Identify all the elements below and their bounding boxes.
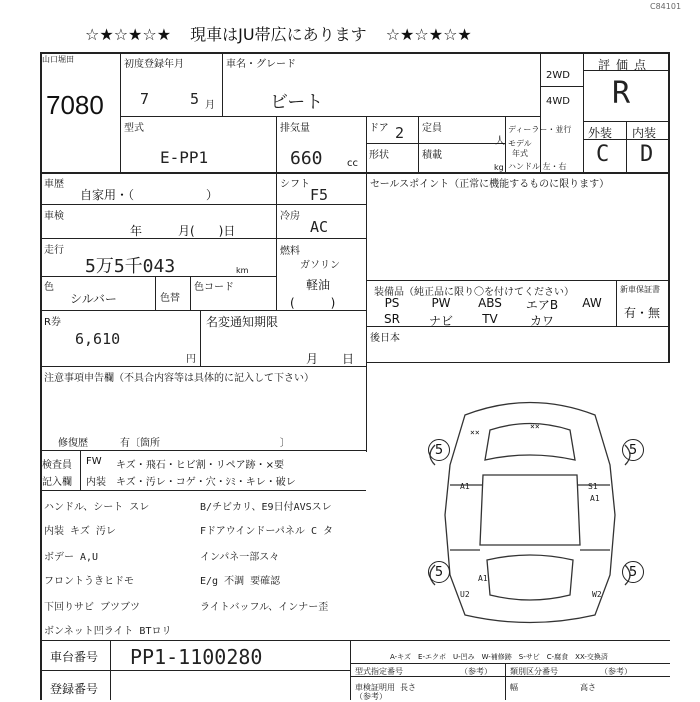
category-label: 類別区分番号 (510, 667, 558, 676)
category-sub: （参考） (600, 667, 632, 676)
shape-label: 形状 (369, 150, 389, 161)
remark-5: 下回りサビ ブツブツ (44, 602, 141, 613)
first-reg-month-unit: 月 (205, 100, 215, 111)
damage-mark-6: A1 (478, 574, 488, 583)
drive-4wd: 4WD (546, 96, 570, 107)
fuel-value-diesel: 軽油 (306, 278, 331, 292)
remark-4: フロントうきヒドモ (44, 576, 134, 587)
equip-pw: PW (431, 296, 451, 310)
shift-value: F5 (310, 186, 329, 204)
remark-r1: B/チビカリ、E9日付AVSスレ (200, 502, 332, 513)
stock-label: 山口堀田 (42, 55, 74, 64)
damage-mark-2: ×× (530, 422, 540, 431)
model-code-label: 型式 (124, 123, 144, 134)
rating-value: R (612, 76, 631, 111)
equip-abs: ABS (478, 296, 502, 310)
equip-ps: PS (384, 296, 400, 310)
ext-grade-value: C (596, 142, 610, 167)
banner-stars-left: ☆★☆★☆★ (85, 25, 172, 44)
fuel-label: 燃料 (280, 246, 300, 257)
name-change-value: 月 日 (306, 352, 355, 366)
model-year-label2: 年式 (512, 149, 528, 158)
capacity-label: 定員 (422, 123, 442, 134)
cert-sub: （参考） (355, 692, 387, 701)
inspection-value: 年 月( )日 (130, 224, 236, 238)
remark-6: ボンネット凹ライト BTロリ (44, 626, 172, 637)
remark-r4: E/g 不調 要確認 (200, 576, 281, 587)
interior-prefix: 内装 (86, 477, 106, 488)
capacity-unit: 人 (495, 136, 505, 147)
cert-length: 長さ (400, 683, 416, 692)
entry-label: 記入欄 (42, 477, 72, 488)
remark-2: 内装 キズ 汚レ (44, 526, 116, 537)
remark-r2: Fドアウインドーパネル C タ (200, 526, 333, 537)
diagram-legend: A-キズ E-エクボ U-凹み W-補修跡 S-サビ C-腐食 XX-交換済 (390, 653, 608, 661)
banner (85, 22, 472, 45)
displacement-value: 660 (290, 148, 323, 169)
handle-label: ハンドル 左・右 (508, 162, 567, 171)
displacement-label: 排気量 (280, 123, 310, 134)
recycle-unit: 円 (186, 354, 196, 365)
usage-label: 車歴 (44, 179, 64, 190)
int-grade-value: D (640, 142, 654, 167)
sales-point-label: セールスポイント（正常に機能するものに限ります） (370, 179, 610, 190)
interior-options: キズ・汚レ・コゲ・穴・ｼﾐ・キレ・破レ (116, 477, 296, 488)
tire-front-left: 5 (428, 439, 450, 461)
remark-3: ボデー A,U (44, 552, 99, 563)
cert-height: 高さ (580, 683, 596, 692)
type-designation-sub: （参考） (460, 667, 492, 676)
new-car-warranty-value: 有・無 (624, 306, 661, 320)
first-reg-label: 初度登録年月 (124, 59, 184, 70)
first-reg-month: 5 (190, 90, 200, 108)
reg-number-label: 登録番号 (50, 682, 99, 696)
notes-label: 注意事項申告欄（不具合内容等は具体的に記入して下さい） (44, 373, 314, 384)
load-label: 積載 (422, 150, 442, 161)
cert-width: 幅 (510, 683, 518, 692)
equip-tv: TV (482, 312, 498, 326)
fw-prefix: FW (86, 456, 102, 467)
damage-mark-1: ×× (470, 428, 480, 437)
model-name-label: 車名・グレード (226, 59, 296, 70)
drive-2wd: 2WD (546, 70, 570, 81)
usage-value: 自家用・（ ） (80, 188, 219, 202)
doors-value: 2 (395, 124, 405, 142)
damage-mark-5: A1 (590, 494, 600, 503)
ext-grade-label: 外装 (588, 126, 613, 140)
damage-mark-8: W2 (592, 590, 602, 599)
equip-leather: カワ (529, 314, 554, 328)
load-unit: kg (494, 163, 504, 172)
equip-aw: AW (582, 296, 602, 310)
model-year-label1: モデル (508, 139, 532, 148)
equip-navi: ナビ (428, 314, 453, 328)
damage-mark-7: U2 (460, 590, 470, 599)
chassis-label: 車台番号 (50, 650, 99, 664)
corner-code: C84101 (650, 2, 682, 11)
tire-front-right: 5 (622, 439, 644, 461)
displacement-unit: cc (347, 158, 358, 169)
type-designation-label: 型式指定番号 (355, 667, 403, 676)
mileage-label: 走行 (44, 245, 64, 256)
shift-label: シフト (280, 179, 310, 190)
color-code-label: 色コード (194, 282, 234, 293)
remark-r3: インパネ一部ス々 (200, 552, 280, 563)
int-grade-label: 内装 (632, 126, 657, 140)
cooling-label: 冷房 (280, 211, 300, 222)
equip-airbag: エアB (525, 298, 559, 312)
damage-mark-4: S1 (588, 482, 598, 491)
equip-sr: SR (384, 312, 400, 326)
equipment-label: 装備品（純正品に限り〇を付けてください） (374, 287, 574, 298)
doors-label: ドア (369, 123, 389, 134)
chassis-value: PP1-1100280 (130, 645, 263, 669)
banner-stars-right: ☆★☆★☆★ (385, 25, 472, 44)
new-car-warranty-label: 新車保証書 (620, 285, 660, 294)
damage-mark-3: A1 (460, 482, 470, 491)
model-name-value: ビート (270, 92, 324, 113)
tire-rear-right: 5 (622, 561, 644, 583)
model-code-value: E-PP1 (160, 148, 209, 167)
color-change-label: 色替 (160, 293, 180, 304)
repair-label: 修復歴 (58, 438, 88, 449)
mileage-value: 5万5千043 (85, 256, 176, 277)
remark-r5: ライトバッフル、インナー歪 (200, 602, 329, 613)
fuel-value-gasoline: ガソリン (300, 260, 340, 271)
cooling-value: AC (310, 218, 329, 236)
name-change-label: 名変通知期限 (206, 315, 279, 329)
rear-seat-label: 後日本 (370, 333, 400, 344)
recycle-value: 6,610 (75, 330, 121, 348)
color-label: 色 (44, 282, 54, 293)
inspection-label: 車検 (44, 211, 64, 222)
rating-label: 評価点 (598, 58, 653, 72)
cert-label: 車検証明用 (355, 683, 395, 692)
mileage-unit: km (236, 266, 249, 275)
repair-value: 有〔箇所 〕 (120, 438, 290, 449)
remark-1: ハンドル、シート スレ (44, 502, 150, 513)
banner-text: 現車はJU帯広にあります (190, 25, 367, 44)
color-value: シルバー (70, 292, 117, 306)
lot-number: 7080 (46, 90, 104, 120)
tire-rear-left: 5 (428, 561, 450, 583)
first-reg-year: 7 (140, 90, 150, 108)
inspector-label: 検査員 (42, 460, 72, 471)
recycle-label: R券 (44, 317, 61, 328)
dealer-label: ディーラー・並行 (508, 125, 572, 134)
fuel-value-other: ( ) (290, 296, 336, 310)
fw-options: キズ・飛石・ヒビ割・リペア跡・×要 (116, 460, 284, 471)
